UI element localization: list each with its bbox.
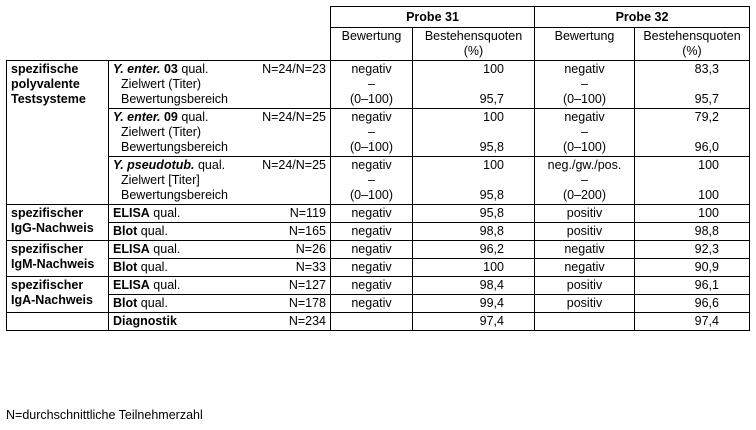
test-name: ELISA [113,242,150,256]
group-label-line: IgA-Nachweis [11,293,93,307]
table-row [7,205,750,223]
quote-label: Bestehensquoten [424,29,523,43]
test-cell [109,205,331,223]
test-cell [109,277,331,295]
group-label-igg [7,205,109,241]
quote-32: 96,1 [635,277,750,295]
quote-32 [635,61,750,109]
test-cell [109,157,331,205]
test-qual: qual. [137,260,168,274]
test-name: Blot [113,260,138,274]
bewertung-31 [331,109,413,157]
test-number: 09 [160,110,178,124]
quote-31: 99,4 [413,295,535,313]
bewertung-31: negativ [331,295,413,313]
quote-32: 92,3 [635,241,750,259]
header-empty-cell [7,7,331,61]
participant-count: N=234 [288,314,326,328]
test-qual: qual. [177,62,209,76]
participant-count: N=24/N=23 [262,62,326,76]
bewertung-label: Bewertung [341,29,402,43]
value: – [368,173,375,187]
group-label-line: IgG-Nachweis [11,221,94,235]
quote-32: 100 [635,205,750,223]
value: 100 [483,62,504,76]
test-qual: qual. [137,224,168,238]
quote-31: 98,4 [413,277,535,295]
group-label-poly [7,61,109,205]
quote-31: 98,8 [413,223,535,241]
test-qual: qual. [149,242,181,256]
results-table-container [6,6,749,331]
bewertung-header-31 [331,28,413,61]
group-label-line: spezifischer [11,278,84,292]
test-qual: qual. [194,158,226,172]
participant-count: N=165 [288,224,326,238]
bewertung-31: negativ [331,241,413,259]
value: 100 [483,158,504,172]
test-cell [109,109,331,157]
value: (0–100) [562,140,607,154]
value: negativ [564,62,605,76]
bewertung-header-32 [535,28,635,61]
participant-count: N=26 [295,242,326,256]
bewertung-31 [331,61,413,109]
group-label-line: spezifischer [11,206,84,220]
bewertung-31: negativ [331,223,413,241]
quote-31: 96,2 [413,241,535,259]
value: negativ [351,158,392,172]
value: – [368,125,375,139]
test-cell [109,241,331,259]
table-row [7,259,750,277]
value: 83,3 [694,62,719,76]
quote-header-32 [635,28,750,61]
value: 95,8 [479,140,504,154]
value: neg./gw./pos. [547,158,622,172]
quote-32: 90,9 [635,259,750,277]
group-label-line: spezifischer [11,242,84,256]
test-cell [109,313,331,331]
bewertung-32: positiv [535,277,635,295]
participant-count: N=33 [295,260,326,274]
table-row [7,223,750,241]
test-name: ELISA [113,278,150,292]
bewertung-label: Bewertung [554,29,615,43]
value: 100 [698,158,719,172]
empty-cell [535,313,635,331]
test-cell [109,223,331,241]
percent-label: (%) [463,44,484,58]
participant-count: N=127 [288,278,326,292]
participant-count: N=24/N=25 [262,110,326,124]
test-cell [109,61,331,109]
bewertung-32: positiv [535,295,635,313]
sub-label: Zielwert (Titer) [121,125,202,139]
value: 100 [483,110,504,124]
test-name: ELISA [113,206,150,220]
value: (0–100) [349,188,394,202]
quote-32 [635,157,750,205]
value: negativ [564,110,605,124]
quote-label: Bestehensquoten [643,29,741,43]
diagnostik-empty-cell [7,313,109,331]
bewertung-32 [535,157,635,205]
value: – [368,77,375,91]
group-label-line: polyvalente [11,77,80,91]
table-row [7,61,750,109]
participant-count: N=178 [288,296,326,310]
results-table [6,6,750,331]
value: (0–100) [349,92,394,106]
test-qual: qual. [177,110,209,124]
value: – [581,125,588,139]
sub-label: Bewertungsbereich [121,140,229,154]
participant-count: N=119 [289,206,326,220]
bewertung-31: negativ [331,205,413,223]
value: 79,2 [694,110,719,124]
diagnostik-label: Diagnostik [113,314,177,328]
bewertung-32 [535,61,635,109]
group-label-line: spezifische [11,62,79,76]
table-row [7,295,750,313]
bewertung-32: negativ [535,259,635,277]
bewertung-31: negativ [331,259,413,277]
test-qual: qual. [137,296,168,310]
sub-label: Bewertungsbereich [121,188,229,202]
sub-label: Bewertungsbereich [121,92,229,106]
footnote: N=durchschnittliche Teilnehmerzahl [6,408,203,422]
percent-label: (%) [682,44,702,58]
value: 95,8 [479,188,504,202]
quote-header-31 [413,28,535,61]
probe32-header: Probe 32 [535,7,750,28]
value: 95,7 [694,92,719,106]
bewertung-32: positiv [535,205,635,223]
bewertung-32: positiv [535,223,635,241]
value: (0–100) [349,140,394,154]
participant-count: N=24/N=25 [262,158,326,172]
value: – [581,77,588,91]
value: negativ [351,62,392,76]
quote-32: 97,4 [635,313,750,331]
test-name: Blot [113,296,138,310]
bewertung-32: negativ [535,241,635,259]
value: 96,0 [694,140,719,154]
table-row [7,277,750,295]
group-label-iga [7,277,109,313]
test-cell [109,259,331,277]
value: negativ [351,110,392,124]
bewertung-31 [331,157,413,205]
table-row-diagnostik [7,313,750,331]
group-label-igm [7,241,109,277]
test-name: Y. enter. [113,110,161,124]
test-cell [109,295,331,313]
test-number: 03 [160,62,178,76]
table-row [7,109,750,157]
test-qual: qual. [149,206,181,220]
bewertung-31: negativ [331,277,413,295]
quote-31 [413,109,535,157]
test-qual: qual. [149,278,181,292]
value: (0–200) [562,188,607,202]
test-name: Blot [113,224,138,238]
empty-cell [331,313,413,331]
group-label-line: Testsysteme [11,92,86,106]
value: 100 [698,188,719,202]
quote-31 [413,157,535,205]
test-name: Y. pseudotub. [113,158,195,172]
group-label-line: IgM-Nachweis [11,257,95,271]
table-row [7,241,750,259]
table-row [7,157,750,205]
quote-31: 97,4 [413,313,535,331]
quote-32: 96,6 [635,295,750,313]
sub-label: Zielwert (Titer) [121,77,202,91]
quote-31: 95,8 [413,205,535,223]
probe31-header: Probe 31 [331,7,535,28]
quote-31 [413,61,535,109]
value: 95,7 [479,92,504,106]
test-name: Y. enter. [113,62,161,76]
sub-label: Zielwert [Titer] [121,173,200,187]
quote-32 [635,109,750,157]
quote-32: 98,8 [635,223,750,241]
value: (0–100) [562,92,607,106]
value: – [581,173,588,187]
bewertung-32 [535,109,635,157]
quote-31: 100 [413,259,535,277]
